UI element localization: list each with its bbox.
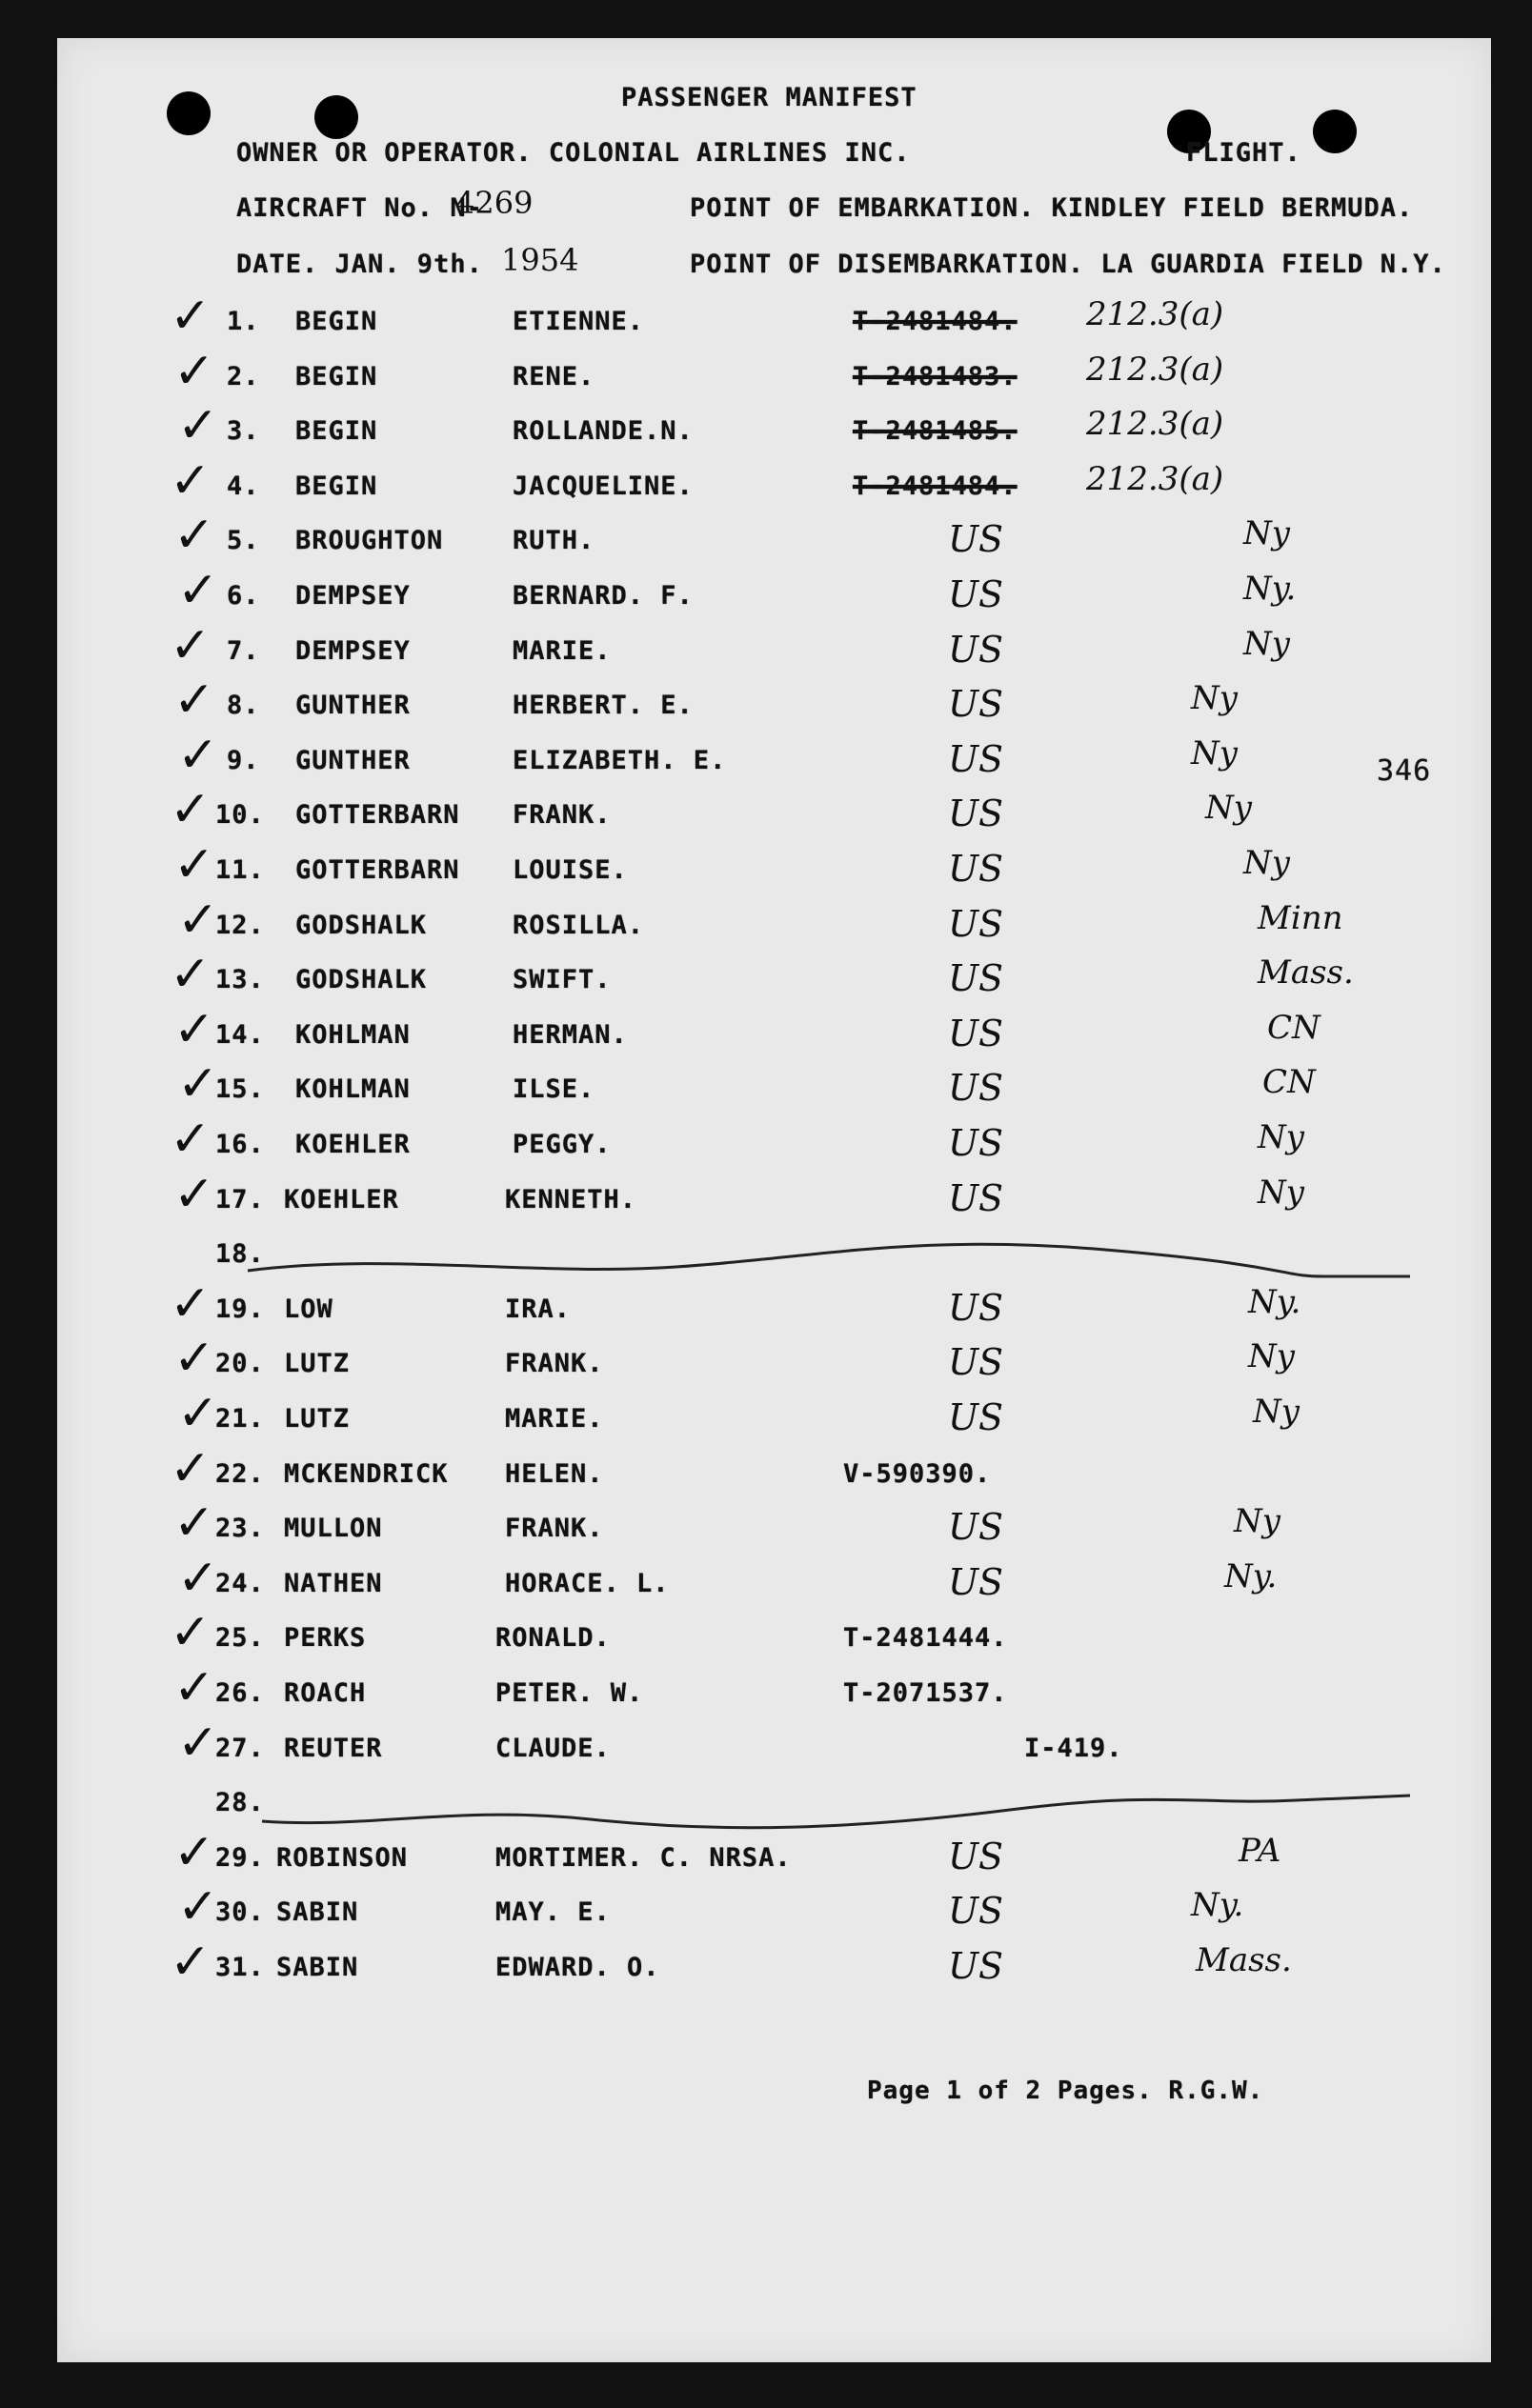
check-mark: ✓ [173, 507, 215, 564]
given-name: SWIFT. [513, 965, 612, 994]
given-name: ELIZABETH. E. [513, 746, 727, 775]
given-name: CLAUDE. [495, 1734, 611, 1763]
surname: BROUGHTON [295, 526, 444, 555]
document-number: T-2481483. [853, 362, 1018, 391]
row-number: 20. [215, 1349, 265, 1378]
document-number: V-590390. [843, 1459, 992, 1489]
surname: ROBINSON [276, 1843, 409, 1873]
check-mark: ✓ [170, 781, 212, 838]
surname: GOTTERBARN [295, 855, 460, 885]
given-name: HERMAN. [513, 1020, 628, 1050]
row-number: 31. [215, 1953, 265, 1982]
citizenship-mark: US [948, 957, 1004, 999]
citizenship-mark: US [948, 629, 1004, 671]
row-number: 4. [227, 472, 260, 501]
row-number: 14. [215, 1020, 265, 1050]
given-name: HERBERT. E. [513, 691, 694, 720]
row-number: 11. [215, 855, 265, 885]
handwritten-note: PA [1239, 1832, 1281, 1870]
row-number: 26. [215, 1678, 265, 1708]
given-name: MAY. E. [495, 1897, 611, 1927]
document-number: I-419. [1024, 1734, 1123, 1763]
check-mark: ✓ [170, 1111, 212, 1168]
handwritten-note: Ny [1243, 625, 1290, 663]
given-name: RONALD. [495, 1623, 611, 1653]
check-mark: ✓ [173, 1166, 215, 1223]
disembarkation-line: POINT OF DISEMBARKATION. LA GUARDIA FIELD N.Y. [690, 250, 1446, 279]
handwritten-note: Ny [1248, 1337, 1295, 1375]
manifest-sheet [57, 38, 1491, 2362]
handwritten-note: 212.3(a) [1086, 295, 1224, 333]
check-mark: ✓ [173, 1495, 215, 1552]
row-number: 10. [215, 800, 265, 830]
surname: BEGIN [295, 362, 378, 391]
document-number: T-2481484. [853, 307, 1018, 336]
row-number: 30. [215, 1897, 265, 1927]
check-mark: ✓ [177, 1878, 219, 1936]
citizenship-mark: US [948, 1122, 1004, 1164]
handwritten-note: Ny [1234, 1502, 1280, 1540]
citizenship-mark: US [948, 518, 1004, 560]
manifest-title: PASSENGER MANIFEST [621, 83, 917, 112]
citizenship-mark: US [948, 1836, 1004, 1877]
citizenship-mark: US [948, 903, 1004, 945]
surname: PERKS [284, 1623, 367, 1653]
given-name: FRANK. [513, 800, 612, 830]
surname: BEGIN [295, 307, 378, 336]
check-mark: ✓ [177, 1715, 219, 1772]
check-mark: ✓ [170, 1440, 212, 1497]
given-name: LOUISE. [513, 855, 628, 885]
check-mark: ✓ [173, 343, 215, 400]
handwritten-note: Ny [1243, 844, 1290, 882]
handwritten-note: Mass. [1258, 953, 1354, 992]
given-name: MORTIMER. C. NRSA. [495, 1843, 792, 1873]
surname: DEMPSEY [295, 636, 411, 666]
citizenship-mark: US [948, 1013, 1004, 1054]
handwritten-note: Ny. [1243, 570, 1297, 608]
check-mark: ✓ [177, 1055, 219, 1113]
check-mark: ✓ [173, 1659, 215, 1716]
check-mark: ✓ [173, 1330, 215, 1387]
check-mark: ✓ [173, 836, 215, 893]
row-number: 28. [215, 1788, 265, 1817]
row-strike-lines [57, 38, 1491, 2362]
aircraft-number: 4269 [455, 185, 534, 221]
given-name: JACQUELINE. [513, 472, 694, 501]
given-name: IRA. [505, 1294, 572, 1324]
citizenship-mark: US [948, 573, 1004, 615]
surname: KOEHLER [295, 1130, 411, 1159]
citizenship-mark: US [948, 683, 1004, 725]
check-mark: ✓ [173, 1824, 215, 1881]
handwritten-note: Mass. [1196, 1941, 1292, 1979]
handwritten-note: Ny [1258, 1174, 1304, 1212]
given-name: ROLLANDE.N. [513, 416, 694, 446]
embarkation-line: POINT OF EMBARKATION. KINDLEY FIELD BERMUDA. [690, 193, 1414, 223]
document-number: T-2071537. [843, 1678, 1008, 1708]
handwritten-note: Ny [1191, 734, 1238, 773]
surname: ROACH [284, 1678, 367, 1708]
check-mark: ✓ [177, 397, 219, 454]
citizenship-mark: US [948, 1396, 1004, 1438]
citizenship-mark: US [948, 1506, 1004, 1548]
check-mark: ✓ [177, 727, 219, 784]
given-name: PETER. W. [495, 1678, 644, 1708]
given-name: BERNARD. F. [513, 581, 694, 611]
handwritten-note: 212.3(a) [1086, 405, 1224, 443]
document-number: T-2481444. [843, 1623, 1008, 1653]
row-number: 17. [215, 1185, 265, 1214]
row-number: 24. [215, 1569, 265, 1598]
citizenship-mark: US [948, 1177, 1004, 1219]
given-name: MARIE. [505, 1404, 604, 1434]
surname: GUNTHER [295, 691, 411, 720]
check-mark: ✓ [177, 1550, 219, 1607]
citizenship-mark: US [948, 848, 1004, 890]
given-name: RENE. [513, 362, 595, 391]
given-name: EDWARD. O. [495, 1953, 660, 1982]
date-label: DATE. JAN. 9th. [236, 250, 483, 279]
citizenship-mark: US [948, 1561, 1004, 1603]
given-name: FRANK. [505, 1514, 604, 1543]
given-name: HORACE. L. [505, 1569, 670, 1598]
surname: KOEHLER [284, 1185, 399, 1214]
check-mark: ✓ [170, 452, 212, 510]
handwritten-note: Ny. [1224, 1557, 1278, 1595]
handwritten-note: CN [1267, 1009, 1320, 1047]
given-name: ROSILLA. [513, 911, 645, 940]
surname: NATHEN [284, 1569, 383, 1598]
row-number: 1. [227, 307, 260, 336]
row-number: 15. [215, 1074, 265, 1104]
row-number: 29. [215, 1843, 265, 1873]
handwritten-note: CN [1262, 1063, 1316, 1101]
handwritten-note: Ny [1258, 1118, 1304, 1156]
stamp-number: 346 [1377, 754, 1432, 788]
handwritten-note: Ny. [1248, 1283, 1301, 1321]
surname: GODSHALK [295, 965, 428, 994]
surname: KOHLMAN [295, 1074, 411, 1104]
page-footer: Page 1 of 2 Pages. R.G.W. [867, 2077, 1264, 2105]
handwritten-note: Minn [1258, 899, 1343, 937]
check-mark: ✓ [177, 1385, 219, 1442]
check-mark: ✓ [173, 1001, 215, 1058]
flight-label: FLIGHT. [1186, 138, 1301, 168]
surname: BEGIN [295, 472, 378, 501]
handwritten-note: Ny. [1191, 1886, 1244, 1924]
check-mark: ✓ [170, 1934, 212, 1991]
surname: SABIN [276, 1953, 359, 1982]
row-number: 13. [215, 965, 265, 994]
surname: LUTZ [284, 1404, 351, 1434]
row-number: 16. [215, 1130, 265, 1159]
row-number: 7. [227, 636, 260, 666]
row-number: 2. [227, 362, 260, 391]
row-number: 8. [227, 691, 260, 720]
surname: REUTER [284, 1734, 383, 1763]
surname: LOW [284, 1294, 333, 1324]
citizenship-mark: US [948, 1067, 1004, 1109]
given-name: RUTH. [513, 526, 595, 555]
check-mark: ✓ [177, 562, 219, 619]
surname: KOHLMAN [295, 1020, 411, 1050]
surname: SABIN [276, 1897, 359, 1927]
surname: GUNTHER [295, 746, 411, 775]
surname: MCKENDRICK [284, 1459, 449, 1489]
check-mark: ✓ [170, 617, 212, 674]
citizenship-mark: US [948, 738, 1004, 780]
given-name: ILSE. [513, 1074, 595, 1104]
row-number: 19. [215, 1294, 265, 1324]
row-number: 6. [227, 581, 260, 611]
check-mark: ✓ [170, 1604, 212, 1661]
citizenship-mark: US [948, 793, 1004, 834]
given-name: MARIE. [513, 636, 612, 666]
owner-line: OWNER OR OPERATOR. COLONIAL AIRLINES INC. [236, 138, 911, 168]
check-mark: ✓ [173, 672, 215, 729]
given-name: HELEN. [505, 1459, 604, 1489]
row-number: 25. [215, 1623, 265, 1653]
handwritten-note: 212.3(a) [1086, 460, 1224, 498]
surname: BEGIN [295, 416, 378, 446]
row-number: 18. [215, 1239, 265, 1269]
citizenship-mark: US [948, 1287, 1004, 1329]
check-mark: ✓ [170, 946, 212, 1003]
aircraft-label: AIRCRAFT No. N- [236, 193, 483, 223]
document-number: T-2481484. [853, 472, 1018, 501]
row-number: 12. [215, 911, 265, 940]
given-name: PEGGY. [513, 1130, 612, 1159]
handwritten-note: Ny [1243, 514, 1290, 552]
surname: GODSHALK [295, 911, 428, 940]
given-name: ETIENNE. [513, 307, 645, 336]
row-number: 9. [227, 746, 260, 775]
handwritten-note: 212.3(a) [1086, 351, 1224, 389]
row-number: 22. [215, 1459, 265, 1489]
row-number: 3. [227, 416, 260, 446]
date-year: 1954 [501, 242, 579, 278]
check-mark: ✓ [170, 288, 212, 345]
row-number: 23. [215, 1514, 265, 1543]
citizenship-mark: US [948, 1341, 1004, 1383]
surname: LUTZ [284, 1349, 351, 1378]
row-number: 21. [215, 1404, 265, 1434]
check-mark: ✓ [177, 892, 219, 949]
citizenship-mark: US [948, 1945, 1004, 1987]
row-number: 27. [215, 1734, 265, 1763]
given-name: FRANK. [505, 1349, 604, 1378]
given-name: KENNETH. [505, 1185, 637, 1214]
surname: MULLON [284, 1514, 383, 1543]
document-number: T-2481485. [853, 416, 1018, 446]
surname: DEMPSEY [295, 581, 411, 611]
handwritten-note: Ny [1191, 679, 1238, 717]
surname: GOTTERBARN [295, 800, 460, 830]
handwritten-note: Ny [1205, 789, 1252, 827]
check-mark: ✓ [170, 1275, 212, 1333]
handwritten-note: Ny [1253, 1393, 1300, 1431]
citizenship-mark: US [948, 1890, 1004, 1932]
row-number: 5. [227, 526, 260, 555]
